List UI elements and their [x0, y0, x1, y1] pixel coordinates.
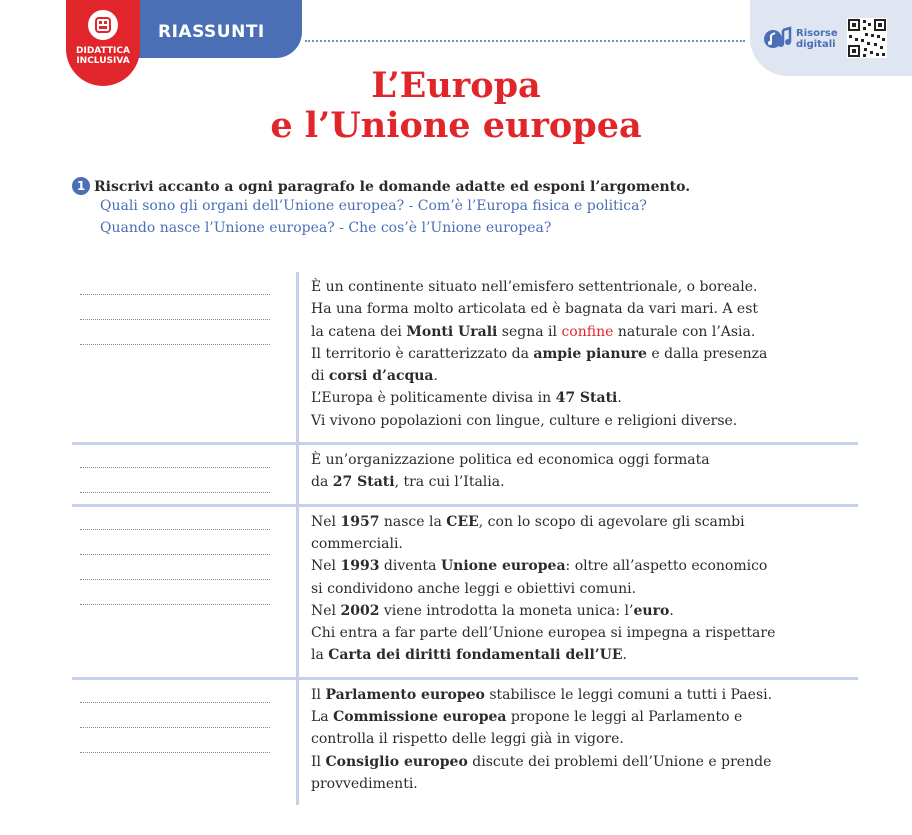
text-run: Il territorio è caratterizzato da	[311, 345, 534, 362]
answer-line[interactable]	[80, 529, 270, 530]
table-row	[72, 445, 858, 504]
key-term: Parlamento europeo	[325, 686, 485, 703]
table-row	[72, 272, 858, 442]
key-term: ampie pianure	[533, 345, 647, 362]
text-run: .	[622, 647, 627, 664]
music-note-icon[interactable]	[764, 26, 792, 54]
paragraph-text	[296, 507, 858, 677]
answer-line[interactable]	[80, 294, 270, 295]
text-run: Ha una forma molto articolata ed è bagnata da vari mari. A est	[311, 301, 759, 318]
text-run: Nel	[311, 602, 341, 619]
text-run: di	[311, 368, 329, 385]
text-run: viene introdotta la moneta unica: l’	[379, 602, 634, 619]
text-line	[311, 684, 858, 706]
summary-table	[72, 272, 858, 805]
answer-line[interactable]	[80, 492, 270, 493]
exercise-number: 1	[72, 177, 90, 195]
answer-line[interactable]	[80, 604, 270, 605]
text-line	[311, 471, 858, 493]
answer-line[interactable]	[80, 319, 270, 320]
table-row	[72, 680, 858, 806]
key-term: 1993	[340, 558, 380, 575]
text-run: si condividono anche leggi e obiettivi comuni.	[311, 580, 637, 597]
exercise-questions-1: Quali sono gli organi dell’Unione europea? - Com’è l’Europa fisica e politica?	[100, 198, 647, 214]
text-line	[311, 578, 858, 600]
text-run: la catena dei	[311, 323, 407, 340]
text-run: Nel	[311, 513, 341, 530]
key-term: Commissione europea	[333, 709, 507, 726]
text-line	[311, 365, 858, 387]
text-run: .	[433, 368, 438, 385]
text-run: , con lo scopo di agevolare gli scambi	[478, 513, 745, 530]
text-run: È un’organizzazione politica ed economica oggi formata	[311, 452, 710, 469]
title-line-2: e l’Unione europea	[270, 105, 642, 146]
answer-line[interactable]	[80, 344, 270, 345]
text-line	[311, 773, 858, 795]
text-run: Il	[311, 686, 326, 703]
text-line	[311, 449, 858, 471]
text-line	[311, 600, 858, 622]
answer-line[interactable]	[80, 752, 270, 753]
text-run: Nel	[311, 558, 341, 575]
text-line	[311, 387, 858, 409]
exercise-block	[72, 177, 690, 239]
text-run: propone le leggi al Parlamento e	[506, 709, 743, 726]
exercise-instruction: Riscrivi accanto a ogni paragrafo le domande adatte ed esponi l’argomento.	[94, 179, 691, 195]
answer-line[interactable]	[80, 467, 270, 468]
text-run: , tra cui l’Italia.	[394, 474, 505, 491]
inclusive-icon	[88, 10, 118, 40]
answer-area[interactable]	[80, 445, 272, 504]
key-term: Consiglio europeo	[325, 753, 468, 770]
answer-area[interactable]	[80, 680, 272, 806]
text-line	[311, 276, 858, 298]
text-line	[311, 321, 858, 343]
text-line	[311, 410, 858, 432]
answer-line[interactable]	[80, 702, 270, 703]
text-run: .	[617, 390, 622, 407]
key-term: Unione europea	[440, 558, 566, 575]
answer-area[interactable]	[80, 272, 272, 442]
key-term: corsi d’acqua	[328, 368, 434, 385]
answer-line[interactable]	[80, 727, 270, 728]
table-row	[72, 507, 858, 677]
paragraph-text	[296, 680, 858, 806]
text-run: Vi vivono popolazioni con lingue, culture e religioni diverse.	[311, 412, 738, 429]
answer-line[interactable]	[80, 554, 270, 555]
highlight-term: confine	[561, 323, 614, 340]
text-run: discute dei problemi dell’Unione e prende	[467, 753, 772, 770]
text-run: commerciali.	[311, 535, 403, 552]
paragraph-text	[296, 272, 858, 442]
text-run: provvedimenti.	[311, 775, 418, 792]
resources-label[interactable]: Risorse digitali	[796, 28, 838, 50]
text-line	[311, 343, 858, 365]
text-line	[311, 533, 858, 555]
key-term: 1957	[340, 513, 380, 530]
key-term: euro	[633, 602, 670, 619]
text-run: la	[311, 647, 329, 664]
text-run: L’Europa è politicamente divisa in	[311, 390, 556, 407]
text-run: naturale con l’Asia.	[613, 323, 756, 340]
title-line-1: L’Europa	[371, 65, 541, 106]
key-term: 2002	[340, 602, 380, 619]
answer-area[interactable]	[80, 507, 272, 677]
badge-label: DIDATTICA INCLUSIVA	[76, 46, 130, 66]
text-line	[311, 511, 858, 533]
text-line	[311, 622, 858, 644]
text-run: e dalla presenza	[646, 345, 768, 362]
qr-code-icon[interactable]	[847, 18, 887, 58]
key-term: CEE	[446, 513, 479, 530]
key-term: 27 Stati	[332, 474, 395, 491]
text-run: stabilisce le leggi comuni a tutti i Paesi.	[484, 686, 773, 703]
text-run: nasce la	[379, 513, 447, 530]
text-run: La	[311, 709, 334, 726]
text-run: : oltre all’aspetto economico	[565, 558, 768, 575]
section-label: RIASSUNTI	[158, 22, 265, 42]
header-divider	[305, 40, 745, 42]
text-run: diventa	[379, 558, 441, 575]
text-run: .	[669, 602, 674, 619]
page-title	[0, 66, 912, 146]
key-term: 47 Stati	[555, 390, 618, 407]
text-line	[311, 555, 858, 577]
text-line	[311, 751, 858, 773]
key-term: Carta dei diritti fondamentali dell’UE	[328, 647, 623, 664]
exercise-questions-2: Quando nasce l’Unione europea? - Che cos’è l’Unione europea?	[100, 220, 552, 236]
text-run: controlla il rispetto delle leggi già in vigore.	[311, 731, 624, 748]
paragraph-text	[296, 445, 858, 504]
text-line	[311, 644, 858, 666]
text-run: segna il	[497, 323, 562, 340]
text-line	[311, 706, 858, 728]
text-run: È un continente situato nell’emisfero settentrionale, o boreale.	[311, 279, 758, 295]
text-line	[311, 298, 858, 320]
text-run: da	[311, 474, 333, 491]
text-run: Il	[311, 753, 326, 770]
text-run: Chi entra a far parte dell’Unione europea si impegna a rispettare	[311, 625, 776, 642]
text-line	[311, 728, 858, 750]
key-term: Monti Urali	[406, 323, 498, 340]
answer-line[interactable]	[80, 579, 270, 580]
